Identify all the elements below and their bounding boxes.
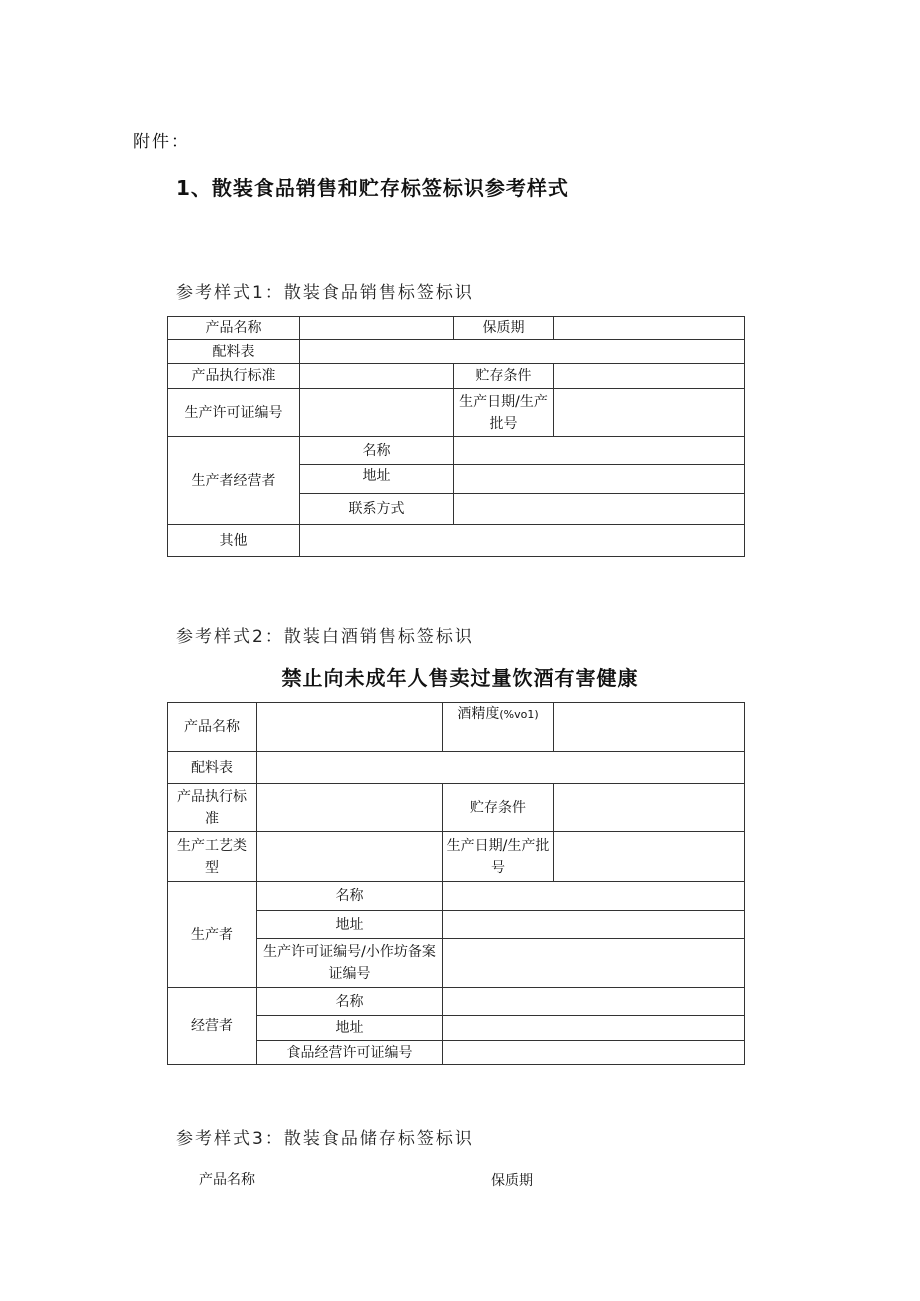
food-license-value[interactable] bbox=[443, 1041, 745, 1065]
license-label: 生产许可证编号 bbox=[168, 389, 300, 437]
workshop-license-label: 生产许可证编号/小作坊备案证编号 bbox=[257, 939, 443, 988]
storage-value[interactable] bbox=[554, 364, 745, 389]
style3-caption: 参考样式3：散装食品储存标签标识 bbox=[176, 1129, 474, 1149]
liquor-producer-label: 生产者 bbox=[168, 882, 257, 988]
standard-label: 产品执行标准 bbox=[168, 364, 300, 389]
liquor-producer-name-label: 名称 bbox=[257, 882, 443, 911]
alcohol-label bbox=[443, 703, 554, 752]
other-value[interactable] bbox=[300, 525, 745, 557]
license-value[interactable] bbox=[300, 389, 454, 437]
operator-label: 经营者 bbox=[168, 988, 257, 1065]
producer-contact-label: 联系方式 bbox=[300, 494, 454, 525]
shelf-life-value[interactable] bbox=[554, 317, 745, 340]
liquor-standard-value[interactable] bbox=[257, 784, 443, 832]
liquor-date-batch-label: 生产日期/生产批号 bbox=[443, 832, 554, 882]
style2-caption: 参考样式2：散装白酒销售标签标识 bbox=[176, 627, 474, 647]
food-license-label: 食品经营许可证编号 bbox=[257, 1041, 443, 1065]
producer-address-label: 地址 bbox=[300, 465, 454, 494]
operator-name-value[interactable] bbox=[443, 988, 745, 1016]
liquor-storage-value[interactable] bbox=[554, 784, 745, 832]
alcohol-text: 酒精度 bbox=[457, 706, 500, 722]
liquor-product-name-value[interactable] bbox=[257, 703, 443, 752]
producer-label: 生产者经营者 bbox=[168, 437, 300, 525]
date-batch-label: 生产日期/生产批号 bbox=[454, 389, 554, 437]
producer-name-label: 名称 bbox=[300, 437, 454, 465]
producer-name-value[interactable] bbox=[454, 437, 745, 465]
page-heading: 1、散装食品销售和贮存标签标识参考样式 bbox=[176, 176, 569, 200]
process-type-label: 生产工艺类型 bbox=[168, 832, 257, 882]
style2-label-table bbox=[167, 702, 745, 1065]
liquor-standard-label: 产品执行标准 bbox=[168, 784, 257, 832]
storage-label: 贮存条件 bbox=[454, 364, 554, 389]
liquor-product-name-label: 产品名称 bbox=[168, 703, 257, 752]
liquor-warning: 禁止向未成年人售卖过量饮酒有害健康 bbox=[281, 666, 639, 690]
liquor-ingredients-value[interactable] bbox=[257, 752, 745, 784]
storage-product-name-label: 产品名称 bbox=[199, 1172, 255, 1188]
product-name-label: 产品名称 bbox=[168, 317, 300, 340]
shelf-life-label: 保质期 bbox=[454, 317, 554, 340]
ingredients-label: 配料表 bbox=[168, 340, 300, 364]
liquor-date-batch-value[interactable] bbox=[554, 832, 745, 882]
other-label: 其他 bbox=[168, 525, 300, 557]
attachment-label: 附件： bbox=[133, 132, 190, 152]
workshop-license-value[interactable] bbox=[443, 939, 745, 988]
liquor-ingredients-label: 配料表 bbox=[168, 752, 257, 784]
standard-value[interactable] bbox=[300, 364, 454, 389]
producer-address-value[interactable] bbox=[454, 465, 745, 494]
alcohol-unit: (%vo1) bbox=[499, 708, 539, 721]
operator-name-label: 名称 bbox=[257, 988, 443, 1016]
style1-label-table bbox=[167, 316, 745, 557]
operator-address-label: 地址 bbox=[257, 1016, 443, 1041]
storage-shelf-life-label: 保质期 bbox=[491, 1173, 533, 1189]
date-batch-value[interactable] bbox=[554, 389, 745, 437]
liquor-producer-address-value[interactable] bbox=[443, 911, 745, 939]
producer-contact-value[interactable] bbox=[454, 494, 745, 525]
product-name-value[interactable] bbox=[300, 317, 454, 340]
process-type-value[interactable] bbox=[257, 832, 443, 882]
alcohol-value[interactable] bbox=[554, 703, 745, 752]
liquor-producer-address-label: 地址 bbox=[257, 911, 443, 939]
liquor-producer-name-value[interactable] bbox=[443, 882, 745, 911]
ingredients-value[interactable] bbox=[300, 340, 745, 364]
style1-caption: 参考样式1：散装食品销售标签标识 bbox=[176, 283, 474, 303]
liquor-storage-label: 贮存条件 bbox=[443, 784, 554, 832]
operator-address-value[interactable] bbox=[443, 1016, 745, 1041]
